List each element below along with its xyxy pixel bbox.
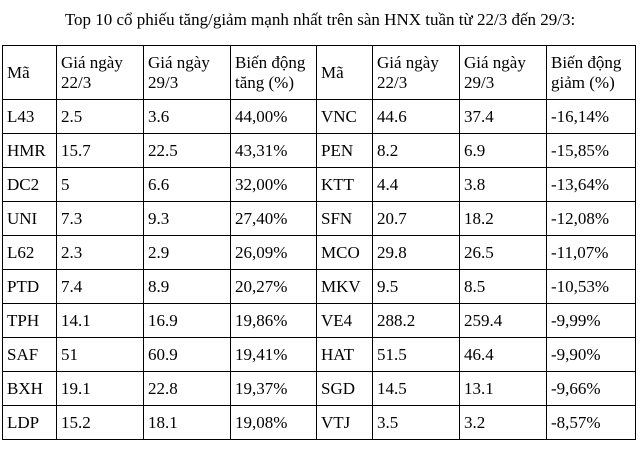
- gainer-price-start: 15.7: [57, 134, 144, 168]
- header-price-end-gainers: Giá ngày 29/3: [144, 46, 231, 100]
- loser-code: KTT: [317, 168, 373, 202]
- gainer-code: L62: [3, 236, 57, 270]
- loser-price-start: 4.4: [373, 168, 460, 202]
- loser-price-start: 8.2: [373, 134, 460, 168]
- loser-price-start: 51.5: [373, 338, 460, 372]
- table-row: [3, 406, 636, 440]
- loser-change: -9,90%: [547, 338, 636, 372]
- loser-price-start: 44.6: [373, 100, 460, 134]
- table-caption: Top 10 cổ phiếu tăng/giảm mạnh nhất trên sàn HNX tuần từ 22/3 đến 29/3:: [64, 10, 576, 29]
- loser-code: SGD: [317, 372, 373, 406]
- loser-code: VTJ: [317, 406, 373, 440]
- gainer-price-start: 51: [57, 338, 144, 372]
- loser-change: -13,64%: [547, 168, 636, 202]
- gainer-price-start: 15.2: [57, 406, 144, 440]
- loser-price-start: 29.8: [373, 236, 460, 270]
- gainer-change: 20,27%: [231, 270, 317, 304]
- gainer-price-start: 14.1: [57, 304, 144, 338]
- gainer-price-start: 7.3: [57, 202, 144, 236]
- stock-movers-table: [2, 45, 636, 440]
- loser-change: -15,85%: [547, 134, 636, 168]
- gainer-price-end: 22.8: [144, 372, 231, 406]
- gainer-price-start: 19.1: [57, 372, 144, 406]
- table-row: [3, 100, 636, 134]
- gainer-code: LDP: [3, 406, 57, 440]
- loser-code: HAT: [317, 338, 373, 372]
- table-row: [3, 202, 636, 236]
- loser-price-end: 3.2: [460, 406, 547, 440]
- loser-price-end: 259.4: [460, 304, 547, 338]
- loser-price-end: 13.1: [460, 372, 547, 406]
- gainer-price-end: 3.6: [144, 100, 231, 134]
- loser-code: VNC: [317, 100, 373, 134]
- gainer-code: SAF: [3, 338, 57, 372]
- loser-price-end: 3.8: [460, 168, 547, 202]
- loser-change: -16,14%: [547, 100, 636, 134]
- gainer-code: DC2: [3, 168, 57, 202]
- gainer-code: BXH: [3, 372, 57, 406]
- gainer-price-end: 2.9: [144, 236, 231, 270]
- gainer-change: 19,41%: [231, 338, 317, 372]
- loser-price-end: 26.5: [460, 236, 547, 270]
- loser-price-end: 6.9: [460, 134, 547, 168]
- loser-price-start: 14.5: [373, 372, 460, 406]
- loser-price-end: 18.2: [460, 202, 547, 236]
- table-row: [3, 134, 636, 168]
- loser-change: -10,53%: [547, 270, 636, 304]
- gainer-price-end: 16.9: [144, 304, 231, 338]
- loser-price-start: 3.5: [373, 406, 460, 440]
- loser-change: -11,07%: [547, 236, 636, 270]
- header-price-start-gainers: Giá ngày 22/3: [57, 46, 144, 100]
- gainer-price-start: 2.5: [57, 100, 144, 134]
- gainer-change: 44,00%: [231, 100, 317, 134]
- gainer-change: 26,09%: [231, 236, 317, 270]
- loser-price-end: 8.5: [460, 270, 547, 304]
- loser-code: SFN: [317, 202, 373, 236]
- header-row: [3, 46, 636, 100]
- gainer-price-end: 18.1: [144, 406, 231, 440]
- gainer-change: 19,08%: [231, 406, 317, 440]
- loser-change: -9,99%: [547, 304, 636, 338]
- loser-price-start: 9.5: [373, 270, 460, 304]
- table-row: [3, 338, 636, 372]
- loser-price-start: 288.2: [373, 304, 460, 338]
- gainer-price-start: 2.3: [57, 236, 144, 270]
- header-code-gainers: Mã: [3, 46, 57, 100]
- loser-price-end: 37.4: [460, 100, 547, 134]
- gainer-price-start: 7.4: [57, 270, 144, 304]
- table-row: [3, 270, 636, 304]
- header-price-start-losers: Giá ngày 22/3: [373, 46, 460, 100]
- gainer-price-end: 22.5: [144, 134, 231, 168]
- gainer-code: UNI: [3, 202, 57, 236]
- gainer-price-end: 60.9: [144, 338, 231, 372]
- gainer-change: 19,37%: [231, 372, 317, 406]
- table-row: [3, 168, 636, 202]
- table-row: [3, 372, 636, 406]
- gainer-change: 27,40%: [231, 202, 317, 236]
- table-row: [3, 236, 636, 270]
- loser-code: VE4: [317, 304, 373, 338]
- gainer-code: TPH: [3, 304, 57, 338]
- gainer-price-end: 9.3: [144, 202, 231, 236]
- loser-change: -9,66%: [547, 372, 636, 406]
- gainer-price-start: 5: [57, 168, 144, 202]
- gainer-code: L43: [3, 100, 57, 134]
- header-price-end-losers: Giá ngày 29/3: [460, 46, 547, 100]
- table-row: [3, 304, 636, 338]
- loser-code: MKV: [317, 270, 373, 304]
- gainer-price-end: 6.6: [144, 168, 231, 202]
- gainer-change: 32,00%: [231, 168, 317, 202]
- header-change-gainers: Biến động tăng (%): [231, 46, 317, 100]
- gainer-change: 43,31%: [231, 134, 317, 168]
- loser-code: PEN: [317, 134, 373, 168]
- loser-change: -12,08%: [547, 202, 636, 236]
- gainer-price-end: 8.9: [144, 270, 231, 304]
- gainer-change: 19,86%: [231, 304, 317, 338]
- loser-change: -8,57%: [547, 406, 636, 440]
- header-code-losers: Mã: [317, 46, 373, 100]
- gainer-code: HMR: [3, 134, 57, 168]
- header-change-losers: Biến động giảm (%): [547, 46, 636, 100]
- loser-code: MCO: [317, 236, 373, 270]
- gainer-code: PTD: [3, 270, 57, 304]
- loser-price-end: 46.4: [460, 338, 547, 372]
- loser-price-start: 20.7: [373, 202, 460, 236]
